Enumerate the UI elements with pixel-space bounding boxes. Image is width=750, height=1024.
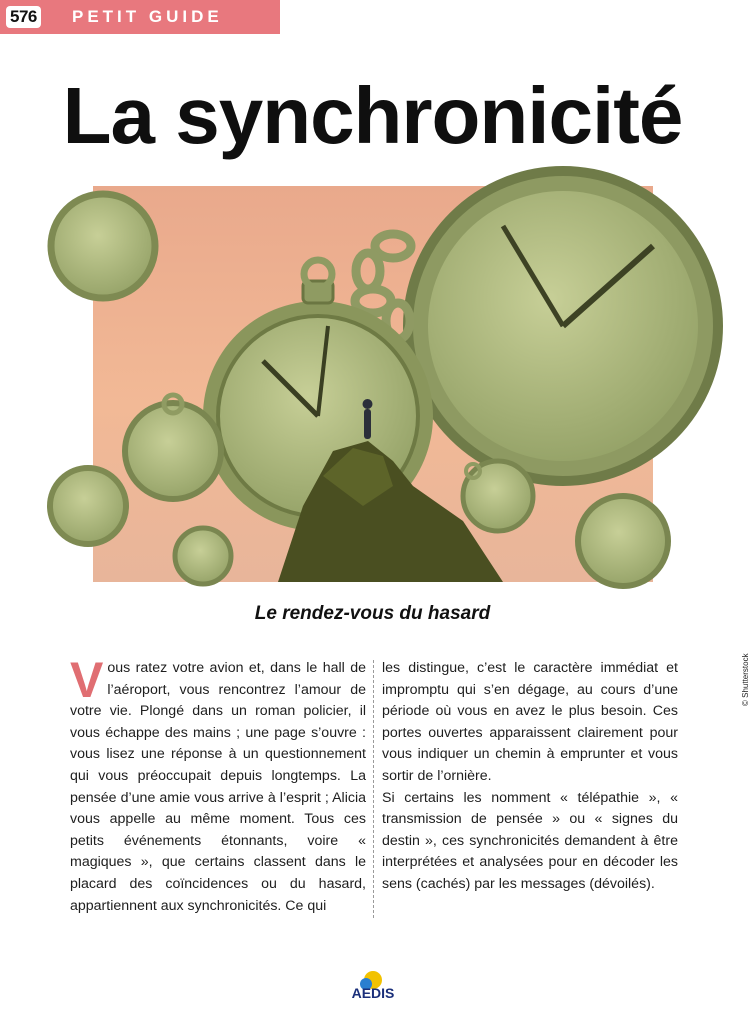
article-column-left — [70, 652, 366, 917]
paragraph-2: Si certains les nomment « télépathie », « transmission de pensée » ou « signes du destin », ces synchronicités demandent à être interprétées et analysées pour en décoder les sens (cachés) par les messages (dévoilés). — [382, 789, 678, 892]
guide-number-badge: 576 — [6, 6, 41, 28]
series-label: PETIT GUIDE — [72, 7, 223, 26]
image-caption: Le rendez-vous du hasard — [254, 603, 491, 624]
image-credit: © Shutterstock — [741, 653, 750, 706]
article-column-right — [382, 658, 678, 896]
aedis-logo-icon — [344, 968, 402, 1002]
column-divider — [373, 660, 374, 918]
paragraph-1: les distingue, c’est le caractère immédiat et impromptu qui s’en dégage, au cours d’une période où vous en avez le plus besoin. Ces portes ouvertes apparaissent clairement pour vous indiquer un chemin à emprunter et vous sortir de l’ornière. — [382, 660, 678, 784]
intro-text: ous ratez votre avion et, dans le hall de l’aéroport, vous rencontrez l’amour de votre vie. Plongé dans un roman policier, il vous échappe des mains ; une page s’ouvre : vous lisez une réponse à un questionnement qui vous préoccupait depuis longtemps. La pensée d’une amie vous arrive à l’esprit ; Alicia vous appelle au même moment. Tous ces petits événements étonnants, voire « magiques », que certains classent dans le placard des coïncidences ou du hasard, appartiennent aux synchronicités. Ce qui — [70, 660, 366, 914]
publisher-logo — [344, 968, 402, 1002]
floating-clocks-illustration — [93, 186, 653, 582]
drop-cap: V — [70, 652, 104, 708]
series-banner — [0, 0, 280, 34]
logo-text: AEDIS — [351, 985, 395, 1001]
intro-paragraph — [70, 652, 366, 917]
page-title: La synchronicité — [62, 71, 683, 160]
